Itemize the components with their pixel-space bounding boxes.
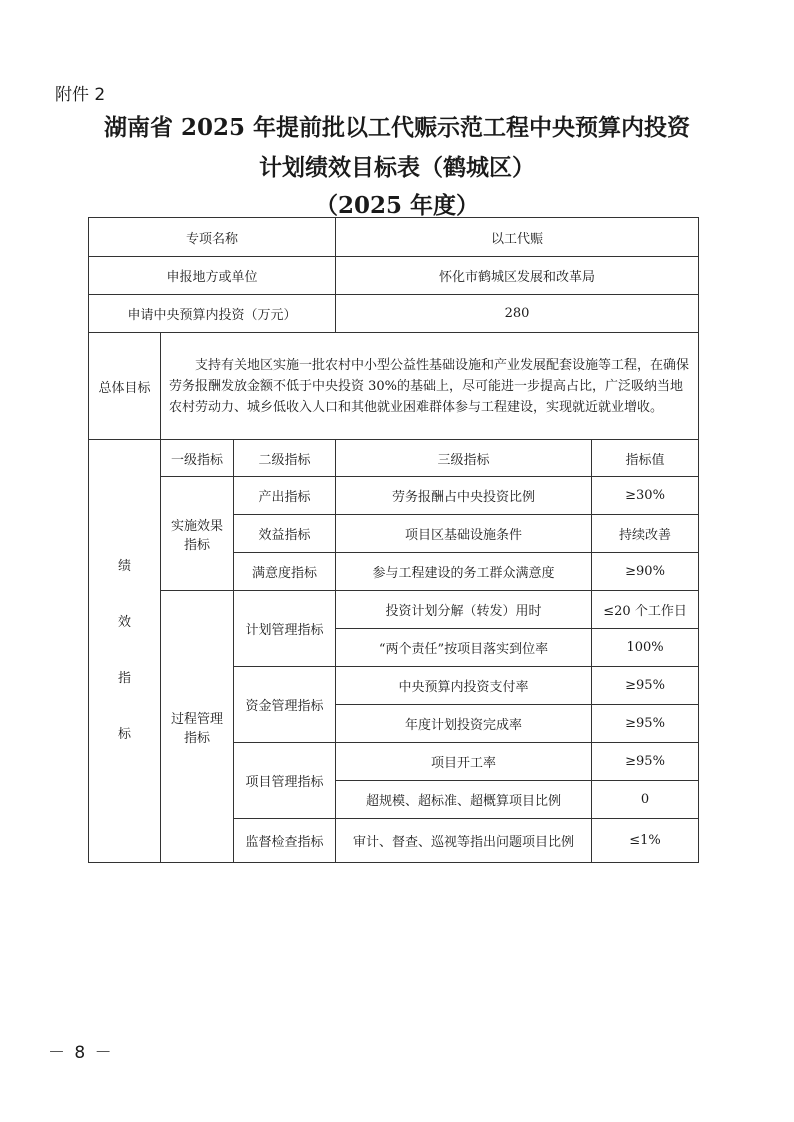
level1-indicator: 过程管理指标 — [161, 591, 234, 863]
level3-indicator: 审计、督查、巡视等指出问题项目比例 — [336, 819, 592, 863]
table-row — [89, 333, 699, 440]
indicator-value: ≥30% — [592, 477, 699, 515]
overall-goal-text: 支持有关地区实施一批农村中小型公益性基础设施和产业发展配套设施等工程，在确保劳务报酬发放金额不低于中央投资 30%的基础上，尽可能进一步提高占比，广泛吸纳当地农村劳动力、城乡低收入人口和其他就业困难群体参与工程建设，实现就近就业增收。 — [161, 333, 699, 440]
column-header: 一级指标 — [161, 440, 234, 477]
level3-indicator: 中央预算内投资支付率 — [336, 667, 592, 705]
level1-indicator: 实施效果指标 — [161, 477, 234, 591]
table-row — [89, 440, 699, 477]
document-title-line2: 计划绩效目标表（鹤城区） — [259, 154, 535, 181]
vertical-char: 标 — [117, 727, 131, 742]
document-title-line1: 湖南省 2025 年提前批以工代赈示范工程中央预算内投资 — [103, 114, 691, 141]
document-title-line3: （2025 年度） — [314, 192, 480, 219]
indicator-value: ≥95% — [592, 705, 699, 743]
attachment-label: 附件 2 — [55, 85, 106, 105]
reporting-unit-value: 怀化市鹤城区发展和改革局 — [336, 257, 699, 295]
vertical-char: 指 — [117, 671, 131, 686]
indicator-value: ≥95% — [592, 667, 699, 705]
level2-indicator: 产出指标 — [234, 477, 336, 515]
performance-target-table — [88, 217, 699, 863]
level2-indicator: 效益指标 — [234, 515, 336, 553]
level3-indicator: 项目区基础设施条件 — [336, 515, 592, 553]
overall-goal-label: 总体目标 — [89, 333, 161, 440]
indicator-value: ≤1% — [592, 819, 699, 863]
level3-indicator: 参与工程建设的务工群众满意度 — [336, 553, 592, 591]
project-name-label: 专项名称 — [89, 218, 336, 257]
indicator-value: 0 — [592, 781, 699, 819]
level3-indicator: 投资计划分解（转发）用时 — [336, 591, 592, 629]
level3-indicator: 年度计划投资完成率 — [336, 705, 592, 743]
table-row — [89, 295, 699, 333]
column-header: 三级指标 — [336, 440, 592, 477]
column-header: 指标值 — [592, 440, 699, 477]
investment-label: 申请中央预算内投资（万元） — [89, 295, 336, 333]
level2-indicator: 资金管理指标 — [234, 667, 336, 743]
vertical-char: 效 — [117, 615, 131, 630]
project-name-value: 以工代赈 — [336, 218, 699, 257]
level3-indicator: “两个责任”按项目落实到位率 — [336, 629, 592, 667]
table-row — [89, 591, 699, 629]
indicator-value: ≥95% — [592, 743, 699, 781]
investment-value: 280 — [336, 295, 699, 333]
level3-indicator: 超规模、超标准、超概算项目比例 — [336, 781, 592, 819]
level2-indicator: 监督检查指标 — [234, 819, 336, 863]
table-row — [89, 218, 699, 257]
level2-indicator: 计划管理指标 — [234, 591, 336, 667]
indicator-value: 100% — [592, 629, 699, 667]
level3-indicator: 劳务报酬占中央投资比例 — [336, 477, 592, 515]
level2-indicator: 项目管理指标 — [234, 743, 336, 819]
indicator-value: ≤20 个工作日 — [592, 591, 699, 629]
performance-indicator-label — [89, 440, 161, 863]
table-row — [89, 257, 699, 295]
page-number: － 8 － — [48, 1043, 114, 1063]
reporting-unit-label: 申报地方或单位 — [89, 257, 336, 295]
table-row — [89, 477, 699, 515]
indicator-value: ≥90% — [592, 553, 699, 591]
vertical-char: 绩 — [117, 559, 131, 574]
column-header: 二级指标 — [234, 440, 336, 477]
indicator-value: 持续改善 — [592, 515, 699, 553]
level3-indicator: 项目开工率 — [336, 743, 592, 781]
level2-indicator: 满意度指标 — [234, 553, 336, 591]
